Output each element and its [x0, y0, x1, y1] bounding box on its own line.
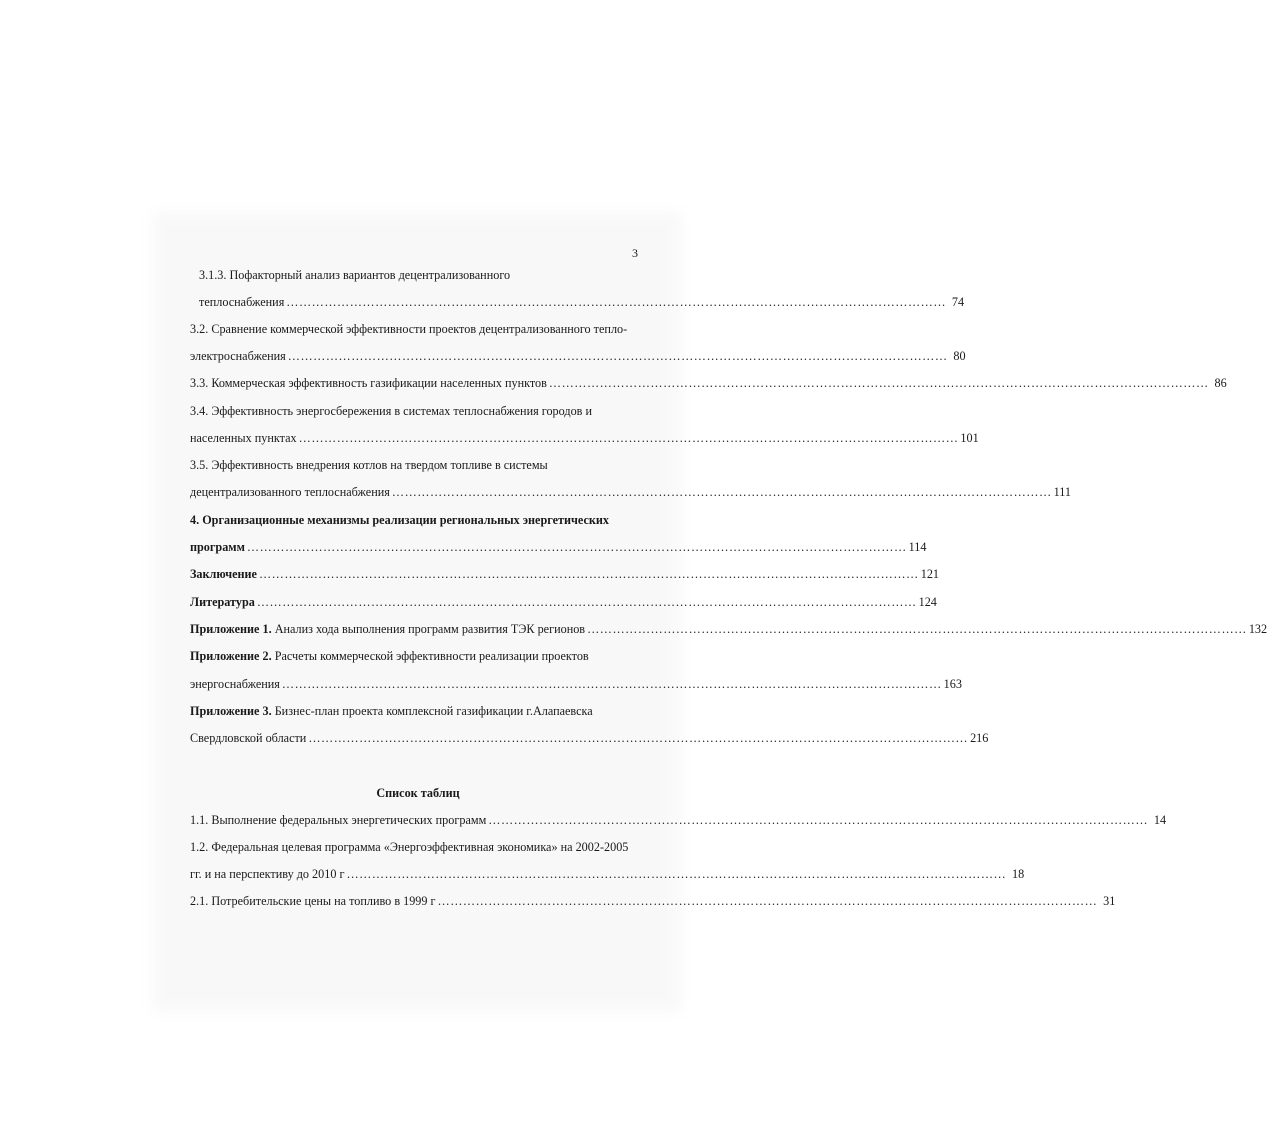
toc-entry-text: децентрализованного теплоснабжения — [190, 485, 390, 499]
toc-entry-text: 3.3. Коммерческая эффективность газификации населенных пунктов — [190, 376, 547, 390]
toc-entry-text: электроснабжения — [190, 349, 286, 363]
dot-leader: ………………………………………………………………………………………………………………………………………… — [308, 731, 969, 745]
dot-leader: ………………………………………………………………………………………………………………………………………… — [286, 295, 947, 309]
toc-entry-label: Приложение 1. — [190, 622, 272, 636]
dot-leader: ………………………………………………………………………………………………………………………………………… — [246, 540, 907, 554]
toc-page-number: 114 — [908, 540, 927, 554]
toc-entry-text: 3.1.3. Пофакторный анализ вариантов децентрализованного — [199, 268, 511, 282]
toc-entry-text — [190, 622, 585, 637]
toc-entry-3-1-3-cont — [199, 295, 965, 313]
toc-entry-text — [190, 704, 593, 719]
toc-entry-3-1-3 — [199, 268, 646, 286]
toc-page-number: 74 — [951, 295, 965, 309]
toc-entry-conclusion — [190, 567, 940, 585]
toc-entry-3-4-cont — [190, 431, 979, 449]
toc-entry-text: теплоснабжения — [199, 295, 285, 309]
toc-entry-text: энергоснабжения — [190, 677, 280, 691]
dot-leader: ………………………………………………………………………………………………………………………………………… — [488, 813, 1149, 827]
dot-leader: ………………………………………………………………………………………………………………………………………… — [548, 376, 1209, 390]
table-page-number: 14 — [1153, 813, 1167, 827]
toc-entry-4-cont — [190, 540, 927, 558]
toc-page-number: 216 — [970, 731, 989, 745]
toc-entry-title: Расчеты коммерческой эффективности реализации проектов — [271, 649, 589, 663]
table-page-number: 31 — [1103, 894, 1116, 908]
toc-entry-3-5 — [190, 458, 646, 476]
dot-leader: ………………………………………………………………………………………………………………………………………… — [258, 567, 919, 581]
toc-page-number: 121 — [920, 567, 940, 581]
toc-entry-3-5-cont — [190, 485, 1072, 503]
toc-entry-literature — [190, 595, 937, 613]
table-entry-2-1 — [190, 894, 1116, 912]
page-number: 3 — [632, 246, 638, 260]
toc-entry-appendix-3 — [190, 704, 646, 722]
dot-leader: ………………………………………………………………………………………………………………………………………… — [298, 431, 959, 445]
toc-entry-appendix-1 — [190, 622, 1267, 640]
dot-leader: ………………………………………………………………………………………………………………………………………… — [391, 485, 1052, 499]
toc-entry-3-4 — [190, 404, 646, 422]
toc-entry-4 — [190, 513, 646, 531]
dot-leader: ………………………………………………………………………………………………………………………………………… — [287, 349, 948, 363]
table-entry-text: 1.2. Федеральная целевая программа «Энергоэффективная экономика» на 2002-2005 — [190, 840, 629, 854]
toc-entry-3-2 — [190, 322, 646, 340]
table-entry-1-1 — [190, 813, 1167, 831]
toc-entry-text: 4. Организационные механизмы реализации региональных энергетических — [190, 513, 610, 527]
toc-entry-label: Приложение 2. — [190, 649, 272, 663]
toc-entry-text — [190, 649, 589, 664]
toc-page-number: 80 — [953, 349, 966, 363]
toc-entry-text: Заключение — [190, 567, 257, 581]
dot-leader: ………………………………………………………………………………………………………………………………………… — [346, 867, 1007, 881]
toc-entry-title: Анализ хода выполнения программ развития ТЭК регионов — [271, 622, 586, 636]
toc-entry-text: Свердловской области — [190, 731, 307, 745]
dot-leader: ………………………………………………………………………………………………………………………………………… — [437, 894, 1098, 908]
toc-page-number: 132 — [1248, 622, 1267, 636]
dot-leader: ………………………………………………………………………………………………………………………………………… — [281, 677, 942, 691]
table-entry-text: гг. и на перспективу до 2010 г — [190, 867, 345, 881]
toc-page-number: 86 — [1214, 376, 1227, 390]
toc-entry-text: программ — [190, 540, 245, 554]
tables-heading: Список таблиц — [376, 786, 460, 800]
toc-entry-appendix-2-cont — [190, 677, 962, 695]
toc-entry-appendix-2 — [190, 649, 646, 667]
toc-entry-appendix-3-cont — [190, 731, 989, 749]
toc-entry-3-2-cont — [190, 349, 966, 367]
table-entry-text: 1.1. Выполнение федеральных энергетических программ — [190, 813, 487, 827]
toc-entry-text: 3.4. Эффективность энергосбережения в системах теплоснабжения городов и — [190, 404, 592, 418]
toc-page-number: 163 — [943, 677, 962, 691]
dot-leader: ………………………………………………………………………………………………………………………………………… — [256, 595, 917, 609]
toc-entry-text: 3.2. Сравнение коммерческой эффективности проектов децентрализованного тепло- — [190, 322, 628, 336]
toc-page-number: 111 — [1053, 485, 1072, 499]
toc-entry-label: Приложение 3. — [190, 704, 272, 718]
table-entry-1-2 — [190, 840, 646, 858]
table-entry-text: 2.1. Потребительские цены на топливо в 1999 г — [190, 894, 436, 908]
table-page-number: 18 — [1012, 867, 1025, 881]
toc-page-number: 124 — [918, 595, 937, 609]
toc-entry-text: 3.5. Эффективность внедрения котлов на твердом топливе в системы — [190, 458, 548, 472]
table-entry-1-2-cont — [190, 867, 1025, 885]
dot-leader: ………………………………………………………………………………………………………………………………………… — [587, 622, 1247, 636]
toc-entry-title: Бизнес-план проекта комплексной газификации г.Алапаевска — [271, 704, 593, 718]
toc-entry-text: Литература — [190, 595, 255, 609]
toc-page-number: 101 — [960, 431, 979, 445]
toc-entry-3-3 — [190, 376, 1227, 394]
toc-entry-text: населенных пунктах — [190, 431, 297, 445]
